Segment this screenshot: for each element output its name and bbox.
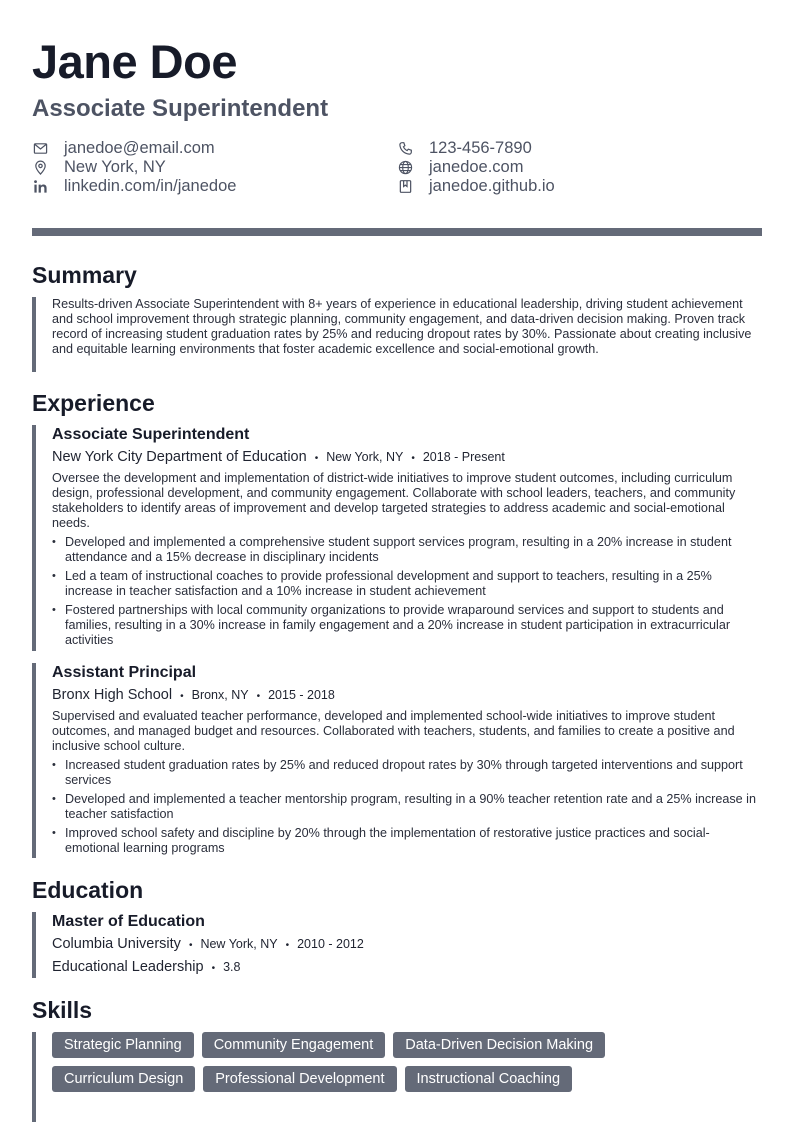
job-meta bbox=[52, 448, 762, 468]
job-title: Assistant Principal bbox=[52, 664, 197, 681]
separator-dot: • bbox=[285, 940, 290, 951]
summary-heading: Summary bbox=[32, 262, 137, 288]
experience-heading: Experience bbox=[32, 390, 155, 416]
email-text[interactable]: janedoe@email.com bbox=[64, 139, 215, 157]
skill-chip: Strategic Planning bbox=[52, 1032, 194, 1058]
contact-location bbox=[32, 158, 166, 177]
skills-section bbox=[32, 1032, 762, 1122]
separator-dot: • bbox=[188, 940, 193, 951]
education-meta bbox=[52, 935, 762, 955]
job-location: Bronx, NY bbox=[191, 688, 249, 702]
globe-icon bbox=[397, 160, 413, 176]
summary-text: Results-driven Associate Superintendent with 8+ years of experience in educational leadership, driving student achievement and school improvement through strategic planning, community engagement, and data-driven decision making. Proven track record of increasing student graduation rates by 25% and reducing dropout rates by 30%. Passionate about creating inclusive and equitable learning environments that foster academic excellence and social-emotional growth. bbox=[52, 297, 752, 356]
job-meta bbox=[52, 686, 762, 706]
book-icon bbox=[397, 179, 413, 195]
job-achievements bbox=[52, 535, 762, 648]
phone-text[interactable]: 123-456-7890 bbox=[429, 139, 532, 157]
school-name: Columbia University bbox=[52, 936, 181, 952]
separator-dot: • bbox=[314, 453, 319, 464]
gpa: 3.8 bbox=[223, 960, 241, 974]
candidate-name: Jane Doe bbox=[32, 35, 237, 88]
job-achievements bbox=[52, 758, 762, 856]
skill-chip: Instructional Coaching bbox=[405, 1066, 572, 1092]
contact-info bbox=[32, 139, 762, 199]
skill-chip: Data-Driven Decision Making bbox=[393, 1032, 605, 1058]
skills-heading: Skills bbox=[32, 997, 93, 1023]
job-organization: Bronx High School bbox=[52, 687, 173, 703]
education-heading: Education bbox=[32, 877, 144, 903]
contact-website[interactable] bbox=[397, 158, 523, 177]
candidate-title: Associate Superintendent bbox=[32, 95, 329, 122]
job-location: New York, NY bbox=[326, 450, 404, 464]
job-organization: New York City Department of Education bbox=[52, 449, 307, 465]
header-divider bbox=[32, 228, 762, 236]
website-text[interactable]: janedoe.com bbox=[429, 158, 524, 176]
github-text[interactable]: janedoe.github.io bbox=[429, 177, 555, 195]
skill-chip: Community Engagement bbox=[202, 1032, 386, 1058]
field-of-study: Educational Leadership bbox=[52, 959, 204, 975]
job-entry bbox=[32, 663, 762, 858]
job-dates: 2018 - Present bbox=[422, 450, 505, 464]
skill-chip: Curriculum Design bbox=[52, 1066, 195, 1092]
separator-dot: • bbox=[411, 453, 415, 464]
job-dates: 2015 - 2018 bbox=[268, 688, 335, 702]
education-dates: 2010 - 2012 bbox=[297, 937, 364, 951]
achievement-item: • Improved school safety and discipline by 20% through the implementation of restorative justice practices and social-emotional learning programs bbox=[52, 826, 762, 856]
job-description: Oversee the development and implementation of district-wide initiatives to improve student outcomes, including curriculum design, professional development, and community engagement. Collaborate with school leaders, teachers, and community stakeholders to identify areas of improvement and develop targeted strategies to address academic and social-emotional needs. bbox=[52, 471, 736, 530]
linkedin-icon bbox=[32, 179, 48, 195]
achievement-item: • Increased student graduation rates by 25% and reduced dropout rates by 30% through targeted interventions and support services bbox=[52, 758, 762, 788]
contact-phone[interactable] bbox=[397, 139, 532, 158]
achievement-item: • Led a team of instructional coaches to provide professional development and support to teachers, resulting in a 25% increase in teacher satisfaction and a 10% increase in student achievement bbox=[52, 569, 762, 599]
job-title: Associate Superintendent bbox=[52, 426, 250, 443]
linkedin-text[interactable]: linkedin.com/in/janedoe bbox=[64, 177, 237, 195]
school-location: New York, NY bbox=[200, 937, 278, 951]
achievement-item: • Developed and implemented a teacher mentorship program, resulting in a 90% teacher retention rate and a 25% increase in teacher satisfaction bbox=[52, 792, 762, 822]
contact-linkedin[interactable] bbox=[32, 177, 236, 196]
education-field-meta bbox=[52, 958, 762, 978]
skills-list bbox=[52, 1032, 692, 1092]
location-text: New York, NY bbox=[64, 158, 166, 176]
location-pin-icon bbox=[32, 160, 48, 176]
contact-github[interactable] bbox=[397, 177, 555, 196]
separator-dot: • bbox=[211, 963, 216, 974]
mail-icon bbox=[32, 141, 48, 157]
job-entry bbox=[32, 425, 762, 651]
skill-chip: Professional Development bbox=[203, 1066, 396, 1092]
separator-dot: • bbox=[180, 691, 184, 702]
achievement-item: • Fostered partnerships with local community organizations to provide wraparound services and support to students and families, resulting in a 30% increase in family engagement and a 20% increase in student participation in extracurricular activities bbox=[52, 603, 762, 648]
education-entry bbox=[32, 912, 762, 978]
phone-icon bbox=[397, 141, 413, 157]
degree-title: Master of Education bbox=[52, 913, 205, 930]
separator-dot: • bbox=[256, 691, 261, 702]
summary-section bbox=[32, 297, 762, 372]
contact-email[interactable] bbox=[32, 139, 215, 158]
job-description: Supervised and evaluated teacher performance, developed and implemented school-wide initiatives to improve student outcomes, and managed budget and resources. Collaborated with teachers, students, and families to create a positive and inclusive school culture. bbox=[52, 709, 735, 753]
achievement-item: • Developed and implemented a comprehensive student support services program, resulting in a 20% increase in student attendance and a 15% decrease in disciplinary incidents bbox=[52, 535, 762, 565]
